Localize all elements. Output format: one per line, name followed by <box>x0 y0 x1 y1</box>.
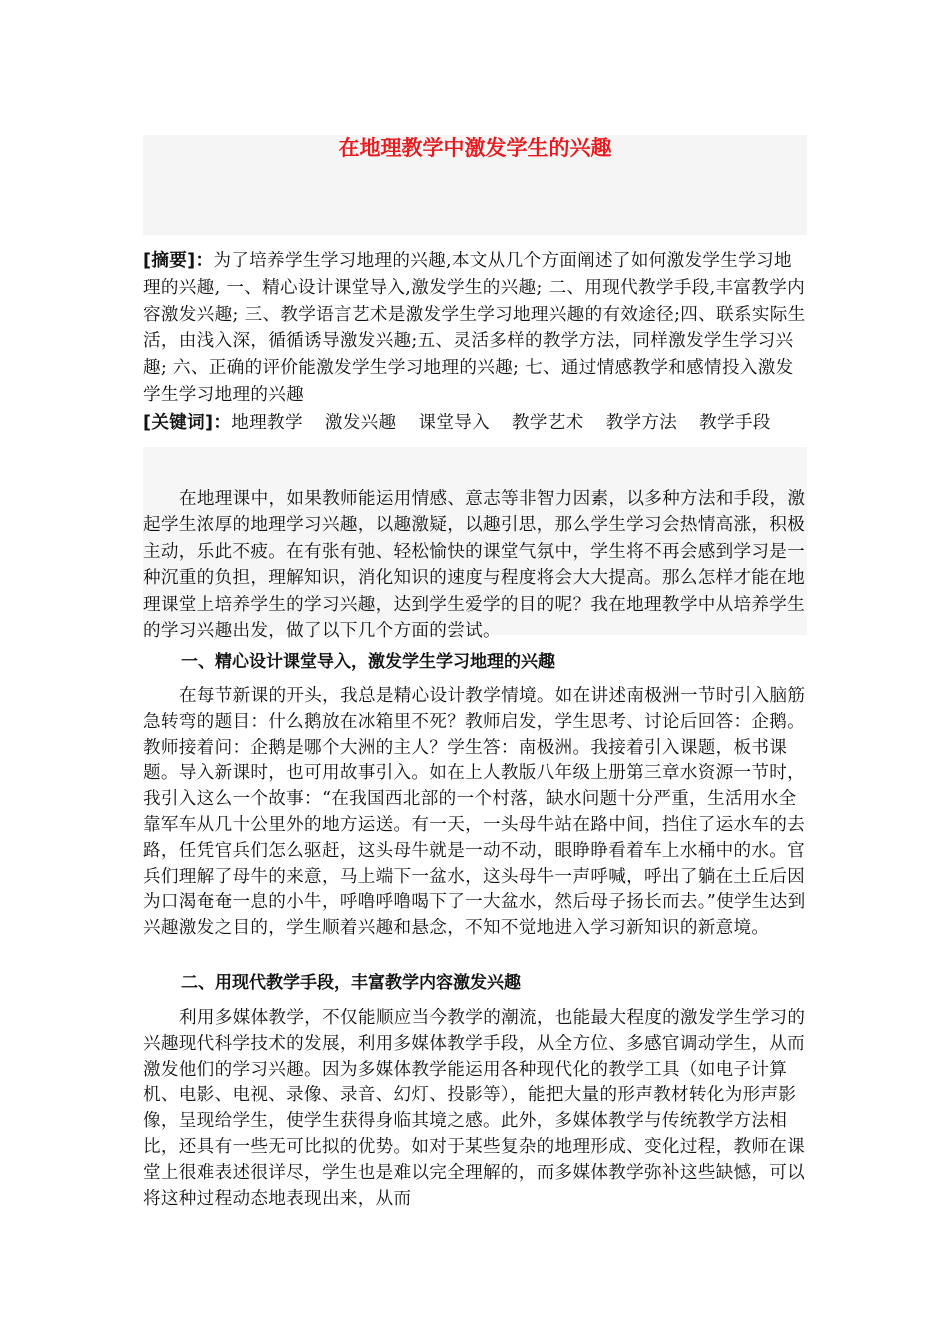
section-heading: 一、精心设计课堂导入，激发学生学习地理的兴趣 <box>181 652 555 672</box>
section-heading: 二、用现代教学手段，丰富教学内容激发兴趣 <box>181 973 521 993</box>
keyword: 教学方法 <box>605 413 678 433</box>
keyword: 激发兴趣 <box>324 413 397 433</box>
section-paragraph: 利用多媒体教学，不仅能顺应当今教学的潮流，也能最大程度的激发学生学习的兴趣现代科学技术的发展，利用多媒体教学手段，从全方位、多感官调动学生，从而激发他们的学习兴趣。因为多媒体教学能运用各种现代化的教学工具（如电子计算机、电影、电视、录像、录音、幻灯、投影等），能把大量的形声教材转化为形声影像，呈现给学生，使学生获得身临其境之感。此外，多媒体教学与传统教学方法相比，还具有一些无可比拟的优势。如对于某些复杂的地理形成、变化过程，教师在课堂上很难表述很详尽，学生也是难以完全理解的，而多媒体教学弥补这些缺憾，可以将这种过程动态地表现出来，从而 <box>143 1008 806 1209</box>
keyword: 地理教学 <box>231 413 303 433</box>
keywords-line <box>143 410 807 436</box>
document-title: 在地理教学中激发学生的兴趣 <box>338 136 612 160</box>
keyword: 教学艺术 <box>512 413 584 433</box>
intro-paragraph: 在地理课中，如果教师能运用情感、意志等非智力因素，以多种方法和手段，激起学生浓厚的地理学习兴趣，以趣激疑，以趣引思，那么学生学习会热情高涨，积极主动，乐此不疲。在有张有弛、轻松愉快的课堂气氛中，学生将不再会感到学习是一种沉重的负担，理解知识，消化知识的速度与程度将会大大提高。那么怎样才能在地理课堂上培养学生的学习兴趣，达到学生爱学的目的呢？我在地理教学中从培养学生的学习兴趣出发，做了以下几个方面的尝试。 <box>143 489 806 642</box>
abstract-text: 为了培养学生学习地理的兴趣,本文从几个方面阐述了如何激发学生学习地理的兴趣, 一、精心设计课堂导入,激发学生的兴趣; 二、用现代教学手段,丰富教学内容激发兴趣; 三、教学语言艺术是激发学生学习地理兴趣的有效途径;四、联系实际生活，由浅入深，循循诱导激发兴趣;五、灵活多样的教学方法，同样激发学生学习兴趣; 六、正确的评价能激发学生学习地理的兴趣; 七、通过情感教学和感情投入激发学生学习地理的兴趣 <box>143 251 806 405</box>
keywords-label: [关键词]： <box>143 413 232 433</box>
abstract-label: [摘要]： <box>143 251 214 271</box>
section-paragraph: 在每节新课的开头，我总是精心设计教学情境。如在讲述南极洲一节时引入脑筋急转弯的题目：什么鹅放在冰箱里不死？教师启发，学生思考、讨论后回答：企鹅。教师接着问：企鹅是哪个大洲的主人？学生答：南极洲。我接着引入课题，板书课题。导入新课时，也可用故事引入。如在上人教版八年级上册第三章水资源一节时，我引入这么一个故事：“在我国西北部的一个村落，缺水问题十分严重，生活用水全靠军车从几十公里外的地方运送。有一天，一头母牛站在路中间，挡住了运水车的去路，任凭官兵们怎么驱赶，这头母牛就是一动不动，眼睁睁看着车上水桶中的水。官兵们理解了母牛的来意，马上端下一盆水，这头母牛一声呼喊，呼出了躺在土丘后因为口渴奄奄一息的小牛，呼噜呼噜喝下了一大盆水，然后母子扬长而去。”使学生达到兴趣激发之目的，学生顺着兴趣和悬念，不知不觉地进入学习新知识的新意境。 <box>143 686 806 939</box>
keyword: 教学手段 <box>699 413 771 433</box>
keyword: 课堂导入 <box>418 413 490 433</box>
abstract-paragraph <box>143 248 807 409</box>
